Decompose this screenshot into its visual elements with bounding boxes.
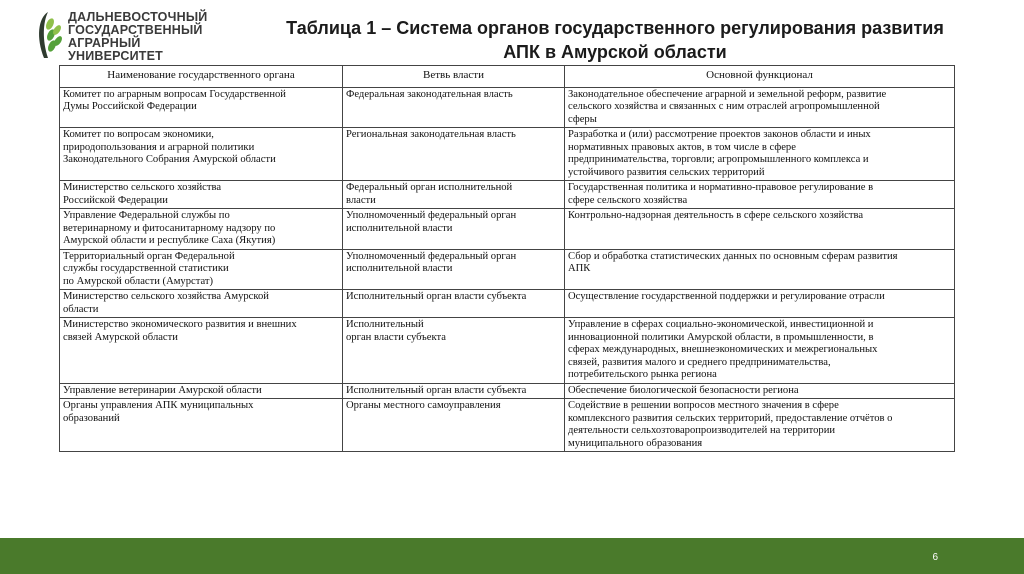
cell-branch bbox=[343, 399, 565, 452]
slide-title-line-2: АПК в Амурской области bbox=[503, 42, 727, 62]
cell-branch bbox=[343, 87, 565, 128]
cell-branch-line: Уполномоченный федеральный орган bbox=[346, 210, 517, 221]
header-function: Основной функционал bbox=[565, 66, 955, 88]
regulation-bodies-table bbox=[59, 65, 955, 452]
cell-organ bbox=[60, 290, 343, 318]
wheat-sprout-icon bbox=[30, 8, 66, 62]
table-row bbox=[60, 209, 955, 250]
cell-organ-line: Амурской области и республике Саха (Якутия) bbox=[63, 235, 276, 246]
cell-function bbox=[565, 87, 955, 128]
cell-branch bbox=[343, 318, 565, 384]
cell-organ-line: Министерство сельского хозяйства Амурской bbox=[63, 291, 269, 302]
cell-organ-line: Законодательного Собрания Амурской области bbox=[63, 154, 276, 165]
cell-organ bbox=[60, 181, 343, 209]
cell-branch-line: Региональная законодательная власть bbox=[346, 129, 516, 140]
cell-organ bbox=[60, 399, 343, 452]
table-body bbox=[60, 87, 955, 452]
cell-function bbox=[565, 290, 955, 318]
cell-organ-line: службы государственной статистики bbox=[63, 263, 229, 274]
cell-function bbox=[565, 209, 955, 250]
cell-organ-line: Министерство экономического развития и внешних bbox=[63, 319, 297, 330]
header-branch: Ветвь власти bbox=[343, 66, 565, 88]
cell-function bbox=[565, 249, 955, 290]
cell-branch-line: Исполнительный орган власти субъекта bbox=[346, 384, 527, 396]
header-organ: Наименование государственного органа bbox=[60, 66, 343, 88]
logo-text bbox=[68, 11, 207, 63]
logo-line: ДАЛЬНЕВОСТОЧНЫЙ bbox=[68, 10, 208, 24]
cell-function-line: Сбор и обработка статистических данных по основным сферам развития bbox=[568, 250, 898, 262]
cell-function bbox=[565, 318, 955, 384]
cell-branch bbox=[343, 128, 565, 181]
cell-function-line: устойчивого развития сельских территорий bbox=[568, 166, 765, 178]
table-row bbox=[60, 87, 955, 128]
cell-function-line: сельского хозяйства и связанных с ним отраслей агропромышленной bbox=[568, 101, 880, 112]
cell-function-line: нормативных правовых актов, в том числе в сфере bbox=[568, 141, 796, 153]
logo-line: АГРАРНЫЙ bbox=[68, 36, 141, 50]
cell-organ-line: Территориальный орган Федеральной bbox=[63, 250, 235, 262]
cell-function-line: Разработка и (или) рассмотрение проектов законов области и иных bbox=[568, 129, 871, 140]
cell-organ bbox=[60, 128, 343, 181]
footer-bar bbox=[0, 538, 1024, 574]
cell-organ-line: связей Амурской области bbox=[63, 331, 178, 343]
cell-function-line: АПК bbox=[568, 263, 591, 274]
table-row bbox=[60, 290, 955, 318]
table-row bbox=[60, 128, 955, 181]
cell-function-line: инновационной политики Амурской области, в промышленности, в bbox=[568, 331, 874, 343]
logo-line: ГОСУДАРСТВЕННЫЙ bbox=[68, 23, 203, 37]
table-row bbox=[60, 383, 955, 399]
cell-function-line: Содействие в решении вопросов местного значения в сфере bbox=[568, 400, 839, 411]
slide-title-line-1: Таблица 1 – Система органов государственного регулирования развития bbox=[286, 18, 944, 38]
table-row bbox=[60, 249, 955, 290]
cell-organ bbox=[60, 249, 343, 290]
cell-function bbox=[565, 399, 955, 452]
cell-branch bbox=[343, 181, 565, 209]
page-number: 6 bbox=[932, 552, 938, 563]
cell-function-line: Контрольно-надзорная деятельность в сфере сельского хозяйства bbox=[568, 210, 864, 221]
table-header-row bbox=[60, 66, 955, 88]
cell-organ-line: Органы управления АПК муниципальных bbox=[63, 400, 254, 411]
cell-organ bbox=[60, 318, 343, 384]
cell-organ-line: Российской Федерации bbox=[63, 194, 168, 206]
cell-branch-line: власти bbox=[346, 194, 376, 206]
cell-organ bbox=[60, 383, 343, 399]
cell-function-line: сферах международных, внешнеэкономических и межрегиональных bbox=[568, 344, 878, 355]
logo-line: УНИВЕРСИТЕТ bbox=[68, 49, 163, 63]
cell-branch-line: исполнительной власти bbox=[346, 222, 453, 234]
cell-function-line: сфере сельского хозяйства bbox=[568, 194, 688, 206]
cell-function-line: Управление в сферах социально-экономической, инвестиционной и bbox=[568, 319, 874, 330]
cell-function-line: комплексного развития сельских территорий, предоставление отчётов о bbox=[568, 412, 893, 424]
cell-organ-line: Комитет по аграрным вопросам Государственной bbox=[63, 88, 286, 100]
cell-branch-line: Федеральная законодательная власть bbox=[346, 88, 513, 100]
cell-organ-line: природопользования и аграрной политики bbox=[63, 141, 255, 153]
cell-organ-line: Думы Российской Федерации bbox=[63, 101, 197, 112]
cell-function-line: Обеспечение биологической безопасности региона bbox=[568, 384, 799, 396]
cell-branch-line: исполнительной власти bbox=[346, 263, 453, 274]
cell-organ-line: ветеринарному и фитосанитарному надзору по bbox=[63, 222, 276, 234]
cell-branch-line: Исполнительный орган власти субъекта bbox=[346, 291, 527, 302]
cell-branch-line: Уполномоченный федеральный орган bbox=[346, 250, 517, 262]
cell-branch-line: орган власти субъекта bbox=[346, 331, 446, 343]
cell-function-line: деятельности сельхозтоваропроизводителей на территории bbox=[568, 425, 836, 436]
cell-function bbox=[565, 181, 955, 209]
cell-function-line: потребительского рынка региона bbox=[568, 369, 717, 380]
cell-organ-line: области bbox=[63, 303, 99, 315]
cell-branch-line: Исполнительный bbox=[346, 319, 424, 330]
cell-function-line: Государственная политика и нормативно-правовое регулирование в bbox=[568, 182, 874, 193]
cell-organ bbox=[60, 209, 343, 250]
cell-function-line: сферы bbox=[568, 113, 597, 125]
cell-function-line: Законодательное обеспечение аграрной и земельной реформ, развитие bbox=[568, 88, 887, 100]
table-row bbox=[60, 318, 955, 384]
cell-function-line: связей, развития малого и среднего предпринимательства, bbox=[568, 356, 831, 368]
slide-title bbox=[230, 16, 1000, 64]
cell-organ-line: образований bbox=[63, 412, 120, 424]
table-row bbox=[60, 181, 955, 209]
cell-organ-line: Управление ветеринарии Амурской области bbox=[63, 384, 262, 396]
table-row bbox=[60, 399, 955, 452]
cell-branch bbox=[343, 249, 565, 290]
cell-organ-line: по Амурской области (Амурстат) bbox=[63, 275, 214, 287]
cell-function-line: Осуществление государственной поддержки и регулирование отрасли bbox=[568, 291, 885, 302]
cell-branch bbox=[343, 383, 565, 399]
cell-organ-line: Министерство сельского хозяйства bbox=[63, 182, 222, 193]
cell-branch bbox=[343, 209, 565, 250]
cell-branch-line: Органы местного самоуправления bbox=[346, 400, 501, 411]
cell-function bbox=[565, 383, 955, 399]
cell-organ-line: Комитет по вопросам экономики, bbox=[63, 129, 214, 140]
cell-function-line: предпринимательства, торговли; агропромышленного комплекса и bbox=[568, 154, 869, 165]
cell-branch bbox=[343, 290, 565, 318]
cell-organ-line: Управление Федеральной службы по bbox=[63, 210, 230, 221]
cell-branch-line: Федеральный орган исполнительной bbox=[346, 182, 513, 193]
university-logo bbox=[30, 8, 230, 62]
cell-function-line: муниципального образования bbox=[568, 437, 703, 449]
cell-function bbox=[565, 128, 955, 181]
cell-organ bbox=[60, 87, 343, 128]
